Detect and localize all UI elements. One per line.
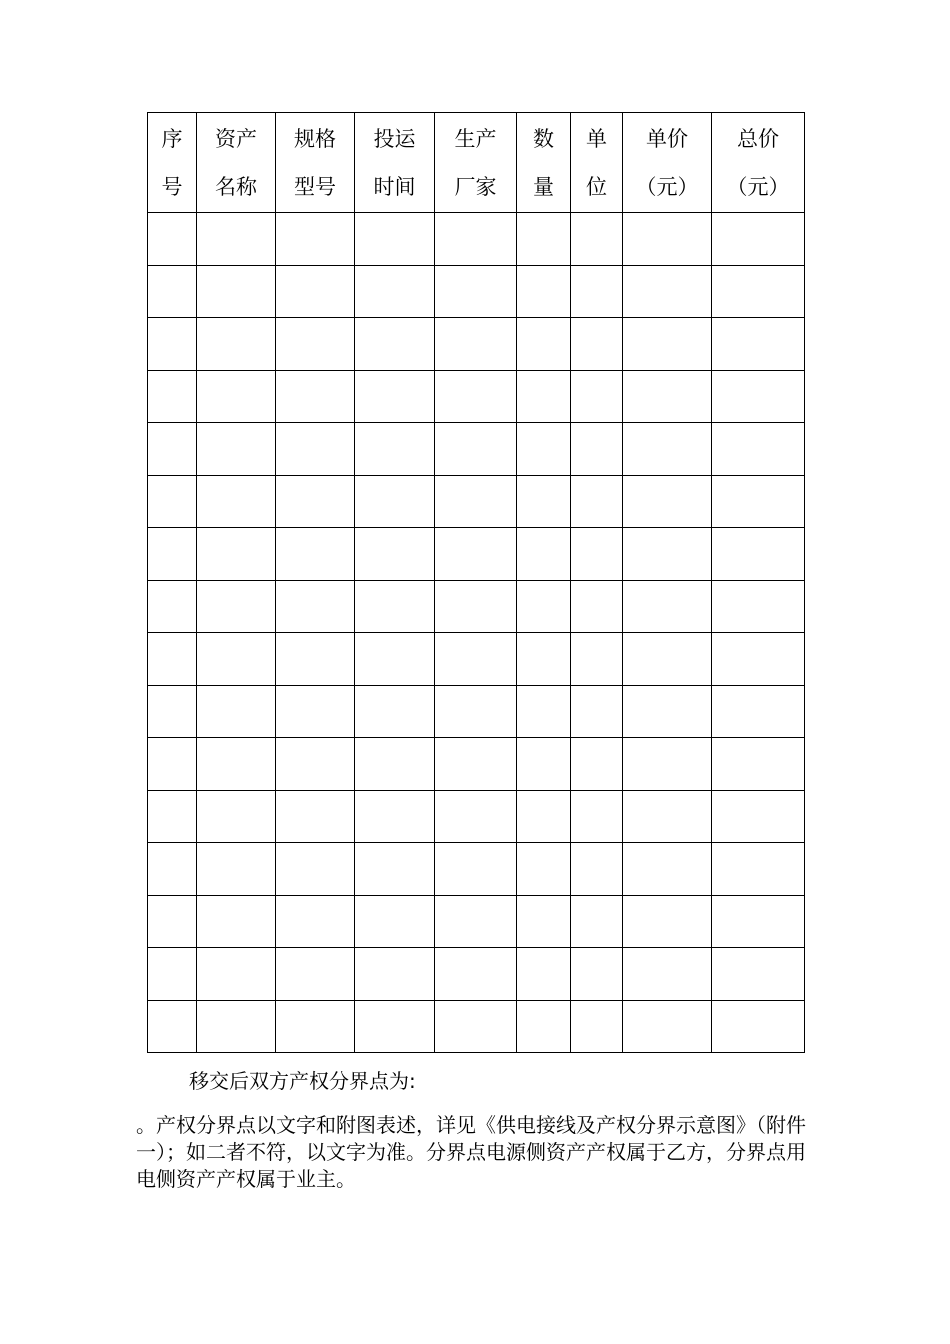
table-cell (197, 685, 276, 738)
header-quantity: 数 量 (517, 113, 571, 213)
table-row (148, 738, 805, 791)
table-cell (571, 633, 623, 686)
table-cell (276, 895, 355, 948)
table-cell (148, 475, 197, 528)
table-cell (355, 370, 435, 423)
table-cell (197, 370, 276, 423)
table-cell (355, 265, 435, 318)
table-cell (623, 318, 712, 371)
table-cell (276, 633, 355, 686)
table-cell (623, 528, 712, 581)
table-cell (435, 948, 517, 1001)
boundary-detail-text: 。产权分界点以文字和附图表述，详见《供电接线及产权分界示意图》（附件一）；如二者不符，以文字为准。分界点电源侧资产产权属于乙方，分界点用电侧资产产权属于业主。 (136, 1113, 806, 1191)
table-cell (623, 948, 712, 1001)
table-cell (197, 948, 276, 1001)
table-cell (148, 370, 197, 423)
table-cell (517, 528, 571, 581)
table-cell (517, 370, 571, 423)
table-cell (623, 580, 712, 633)
table-cell (571, 685, 623, 738)
table-cell (712, 423, 805, 476)
table-cell (623, 895, 712, 948)
table-cell (517, 580, 571, 633)
table-cell (623, 370, 712, 423)
table-cell (435, 790, 517, 843)
table-row (148, 318, 805, 371)
table-cell (276, 528, 355, 581)
header-commission-time: 投运 时间 (355, 113, 435, 213)
table-cell (435, 265, 517, 318)
table-cell (148, 1000, 197, 1053)
table-cell (276, 790, 355, 843)
table-cell (517, 685, 571, 738)
table-cell (355, 528, 435, 581)
table-cell (623, 423, 712, 476)
table-cell (571, 790, 623, 843)
table-cell (623, 475, 712, 528)
table-cell (197, 843, 276, 896)
table-cell (355, 1000, 435, 1053)
header-spec-model: 规格 型号 (276, 113, 355, 213)
table-row (148, 528, 805, 581)
table-cell (571, 318, 623, 371)
table-cell (517, 843, 571, 896)
table-cell (571, 738, 623, 791)
table-cell (197, 528, 276, 581)
table-cell (435, 370, 517, 423)
table-cell (435, 423, 517, 476)
table-cell (197, 633, 276, 686)
table-cell (197, 213, 276, 266)
table-cell (197, 423, 276, 476)
table-cell (571, 213, 623, 266)
table-cell (197, 738, 276, 791)
header-manufacturer: 生产 厂家 (435, 113, 517, 213)
table-cell (517, 895, 571, 948)
table-cell (276, 843, 355, 896)
table-cell (517, 1000, 571, 1053)
table-cell (148, 738, 197, 791)
header-unit: 单 位 (571, 113, 623, 213)
table-cell (355, 423, 435, 476)
table-cell (712, 948, 805, 1001)
table-cell (517, 738, 571, 791)
table-cell (197, 1000, 276, 1053)
table-cell (276, 685, 355, 738)
table-cell (623, 213, 712, 266)
table-cell (571, 1000, 623, 1053)
table-cell (148, 423, 197, 476)
table-cell (435, 528, 517, 581)
table-row (148, 790, 805, 843)
table-cell (712, 685, 805, 738)
table-cell (712, 738, 805, 791)
table-cell (276, 213, 355, 266)
table-cell (435, 580, 517, 633)
table-cell (197, 318, 276, 371)
table-cell (712, 790, 805, 843)
table-cell (197, 895, 276, 948)
table-cell (435, 843, 517, 896)
table-cell (712, 580, 805, 633)
table-cell (517, 318, 571, 371)
table-cell (276, 738, 355, 791)
table-row (148, 423, 805, 476)
table-cell (435, 685, 517, 738)
header-total-price: 总价 （元） (712, 113, 805, 213)
table-cell (435, 738, 517, 791)
table-cell (148, 843, 197, 896)
table-cell (355, 633, 435, 686)
table-cell (517, 265, 571, 318)
table-cell (623, 685, 712, 738)
table-cell (148, 948, 197, 1001)
table-cell (712, 370, 805, 423)
table-cell (355, 318, 435, 371)
table-cell (712, 265, 805, 318)
table-cell (571, 423, 623, 476)
table-row (148, 843, 805, 896)
table-row (148, 265, 805, 318)
table-cell (197, 790, 276, 843)
table-cell (148, 265, 197, 318)
table-cell (197, 475, 276, 528)
table-cell (148, 213, 197, 266)
table-cell (355, 213, 435, 266)
table-cell (623, 738, 712, 791)
table-header-row (148, 113, 805, 213)
table-cell (623, 633, 712, 686)
table-row (148, 633, 805, 686)
table-cell (148, 528, 197, 581)
table-cell (571, 580, 623, 633)
table-cell (712, 843, 805, 896)
table-cell (148, 318, 197, 371)
table-cell (571, 895, 623, 948)
table-row (148, 895, 805, 948)
table-cell (355, 580, 435, 633)
table-cell (571, 370, 623, 423)
table-cell (517, 475, 571, 528)
table-cell (148, 633, 197, 686)
header-asset-name: 资产 名称 (197, 113, 276, 213)
boundary-intro-text: 移交后双方产权分界点为: (189, 1069, 416, 1093)
table-cell (355, 948, 435, 1001)
table-cell (197, 580, 276, 633)
table-cell (571, 265, 623, 318)
table-cell (276, 580, 355, 633)
header-serial-no: 序 号 (148, 113, 197, 213)
table-cell (355, 790, 435, 843)
table-cell (435, 633, 517, 686)
table-cell (571, 528, 623, 581)
table-cell (623, 265, 712, 318)
table-cell (435, 895, 517, 948)
table-cell (197, 265, 276, 318)
table-cell (276, 1000, 355, 1053)
table-cell (435, 475, 517, 528)
table-cell (571, 475, 623, 528)
table-row (148, 475, 805, 528)
table-cell (355, 685, 435, 738)
table-cell (276, 475, 355, 528)
table-cell (355, 895, 435, 948)
table-cell (517, 633, 571, 686)
table-cell (712, 895, 805, 948)
table-cell (712, 633, 805, 686)
asset-list-table (147, 112, 805, 1053)
table-cell (148, 790, 197, 843)
table-cell (571, 948, 623, 1001)
table-cell (276, 265, 355, 318)
table-row (148, 370, 805, 423)
table-cell (623, 790, 712, 843)
table-cell (276, 370, 355, 423)
table-cell (517, 790, 571, 843)
table-cell (712, 213, 805, 266)
table-cell (148, 685, 197, 738)
table-row (148, 685, 805, 738)
table-cell (435, 213, 517, 266)
table-row (148, 213, 805, 266)
table-cell (355, 843, 435, 896)
table-row (148, 948, 805, 1001)
table-cell (571, 843, 623, 896)
table-cell (148, 895, 197, 948)
table-cell (276, 318, 355, 371)
header-unit-price: 单价 （元） (623, 113, 712, 213)
table-cell (712, 528, 805, 581)
table-cell (712, 475, 805, 528)
table-cell (276, 423, 355, 476)
table-body (148, 213, 805, 1053)
table-cell (435, 1000, 517, 1053)
table-cell (517, 423, 571, 476)
table-row (148, 580, 805, 633)
table-cell (623, 1000, 712, 1053)
table-cell (355, 475, 435, 528)
table-cell (355, 738, 435, 791)
table-row (148, 1000, 805, 1053)
table-cell (435, 318, 517, 371)
table-cell (712, 1000, 805, 1053)
table-cell (712, 318, 805, 371)
table-cell (517, 213, 571, 266)
table-cell (517, 948, 571, 1001)
table-cell (276, 948, 355, 1001)
table-cell (148, 580, 197, 633)
table-cell (623, 843, 712, 896)
